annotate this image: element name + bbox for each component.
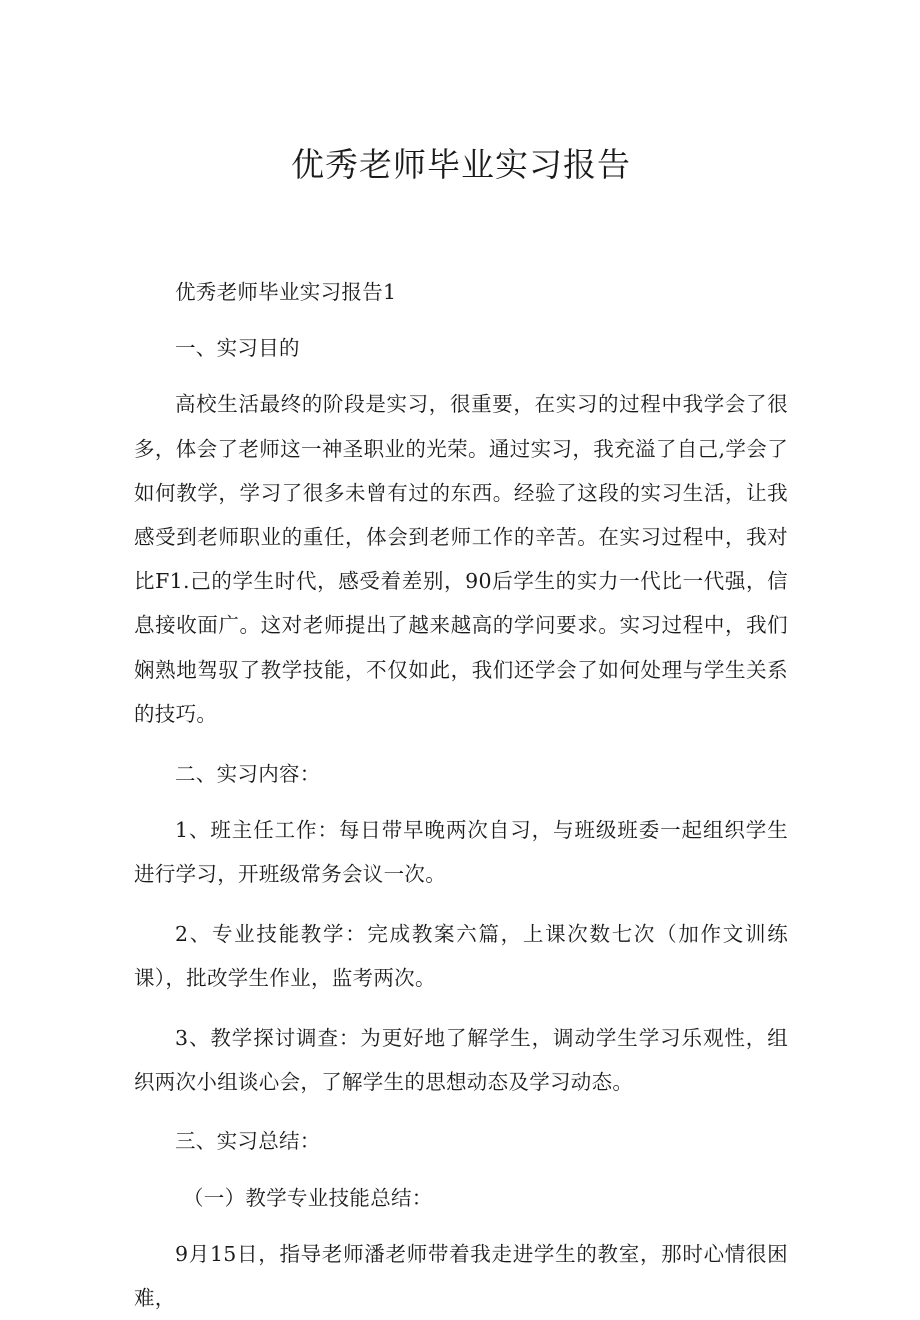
list-item-research: 3、教学探讨调查：为更好地了解学生，调动学生学习乐观性，组织两次小组谈心会，了解学生的思想动态及学习动态。	[134, 1025, 788, 1094]
subsection-heading-skills: （一）教学专业技能总结：	[183, 1185, 433, 1210]
document-body	[134, 270, 788, 1320]
document-title: 优秀老师毕业实习报告	[291, 145, 631, 184]
section-heading-summary: 三、实习总结：	[175, 1129, 321, 1154]
paragraph-purpose: 高校生活最终的阶段是实习，很重要，在实习的过程中我学会了很多，体会了老师这一神圣职业的光荣。通过实习，我充溢了自己,学会了如何教学，学习了很多未曾有过的东西。经验了这段的实习生活，让我感受到老师职业的重任，体会到老师工作的辛苦。在实习过程中，我对比F1.己的学生时代，感受着差别，90后学生的实力一代比一代强，信息接收面广。这对老师提出了越来越高的学问要求。实习过程中，我们娴熟地驾驭了教学技能，不仅如此，我们还学会了如何处理与学生关系的技巧。	[134, 392, 788, 726]
list-item-teaching: 2、专业技能教学：完成教案六篇，上课次数七次（加作文训练课），批改学生作业，监考两次。	[134, 921, 788, 990]
paragraph-first-day: 9月15日，指导老师潘老师带着我走进学生的教室，那时心情很困难，	[134, 1241, 788, 1311]
section-heading-purpose: 一、实习目的	[175, 336, 300, 361]
report-subtitle: 优秀老师毕业实习报告1	[175, 280, 397, 304]
section-heading-content: 二、实习内容：	[175, 761, 321, 786]
list-item-homeroom: 1、班主任工作：每日带早晚两次自习，与班级班委一起组织学生进行学习，开班级常务会议一次。	[134, 817, 788, 886]
